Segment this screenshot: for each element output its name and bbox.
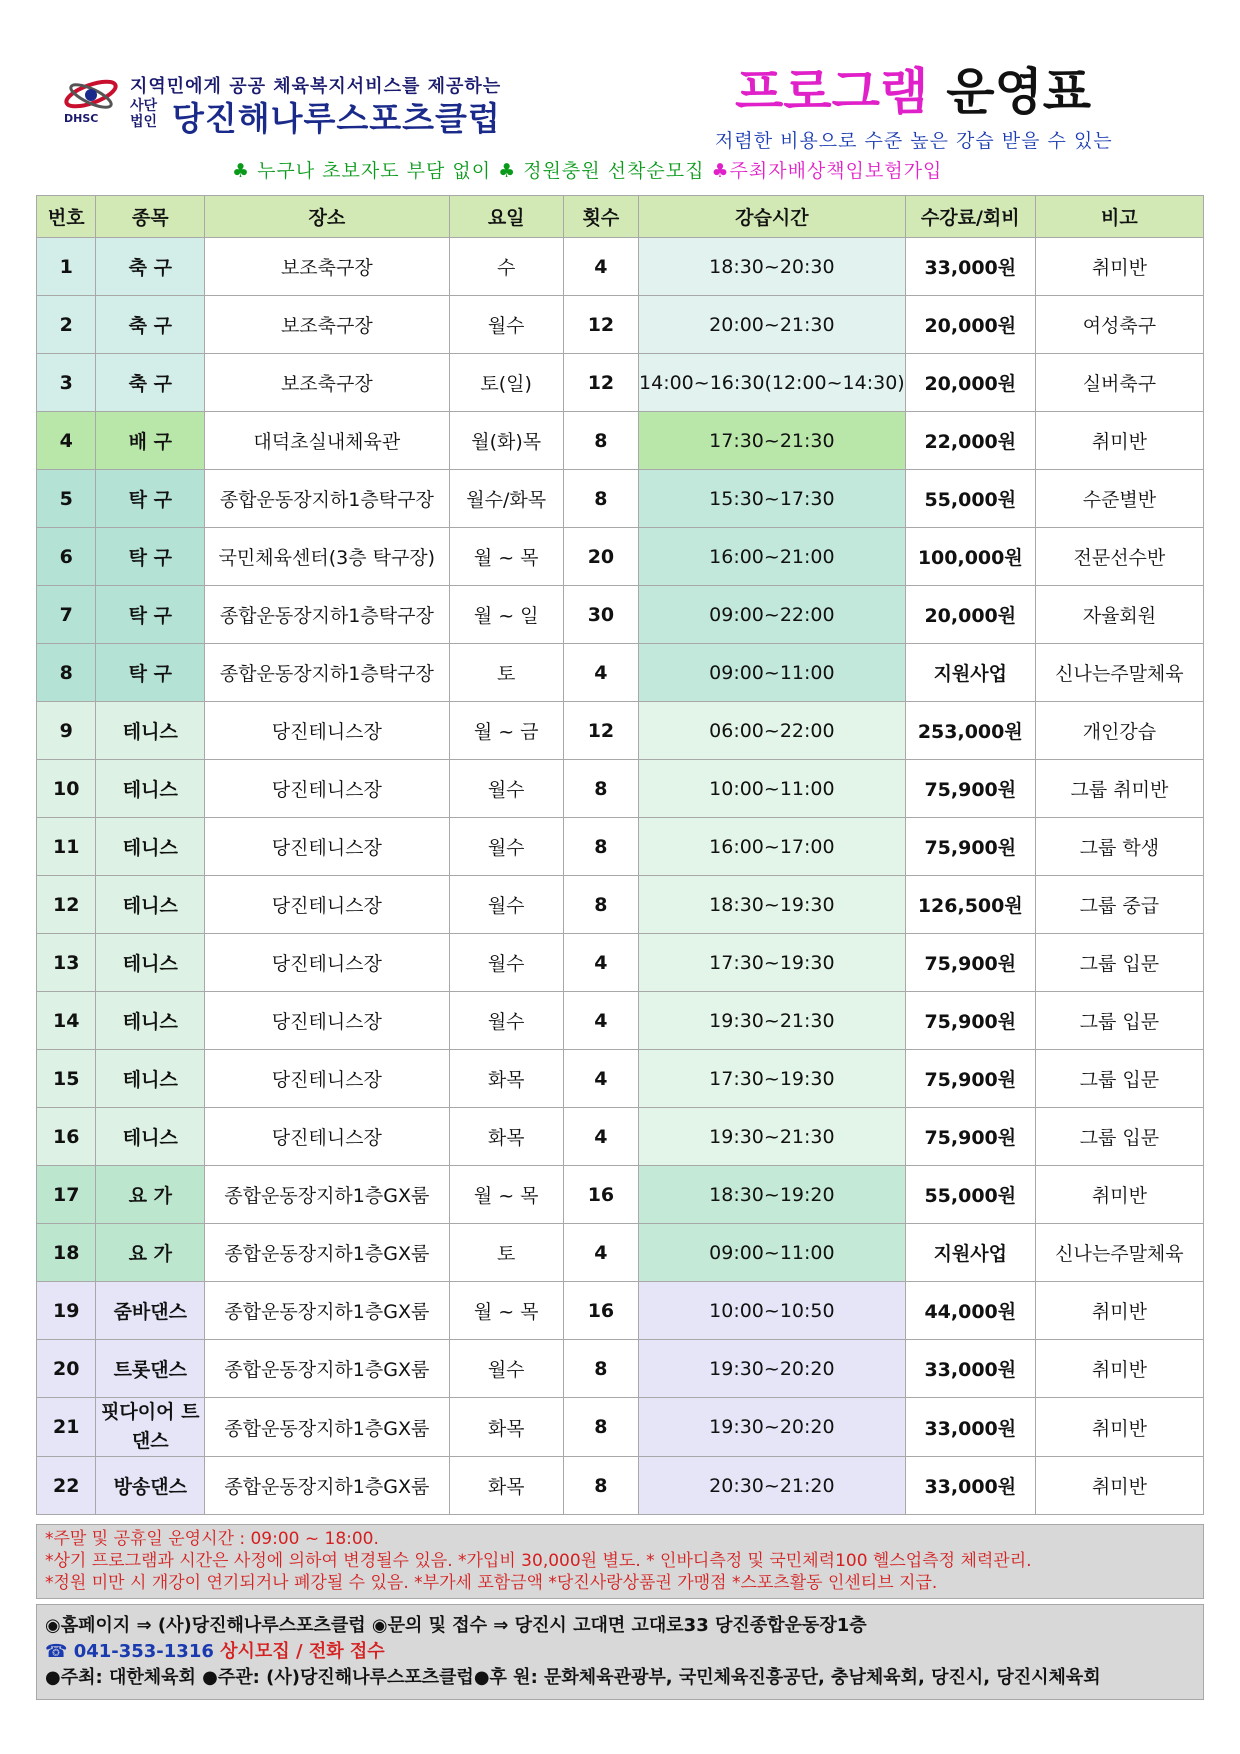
contact-sponsor-line: ●주최: 대한체육회 ●주관: (사)당진해나루스포츠클럽●후 원: 문화체육관광부, 국민체육진흥공단, 충남체육회, 당진시, 당진시체육회 — [45, 1667, 1101, 1688]
cell-fee: 44,000원 — [905, 1282, 1035, 1340]
cell-fee: 75,900원 — [905, 1050, 1035, 1108]
cell-time: 10:00~11:00 — [638, 760, 905, 818]
cell-day: 월수 — [449, 876, 563, 934]
cell-note: 그룹 입문 — [1035, 1108, 1203, 1166]
cell-note: 취미반 — [1035, 412, 1203, 470]
header-no: 번호 — [37, 196, 96, 238]
cell-time: 20:30~21:20 — [638, 1457, 905, 1515]
corporation-label-line2: 법인 — [130, 114, 158, 130]
cell-no: 20 — [37, 1340, 96, 1398]
table-row — [37, 1398, 1204, 1457]
cell-no: 15 — [37, 1050, 96, 1108]
cell-place: 당진테니스장 — [205, 702, 449, 760]
table-row — [37, 528, 1204, 586]
cell-no: 7 — [37, 586, 96, 644]
cell-no: 22 — [37, 1457, 96, 1515]
cell-count: 8 — [563, 818, 638, 876]
cell-count: 8 — [563, 412, 638, 470]
cell-note: 그룹 중급 — [1035, 876, 1203, 934]
cell-note: 그룹 학생 — [1035, 818, 1203, 876]
cell-no: 8 — [37, 644, 96, 702]
contact-homepage-line: ◉홈페이지 ⇒ (사)당진해나루스포츠클럽 ◉문의 및 접수 ⇒ 당진시 고대면 고대로33 당진종합운동장1층 — [45, 1615, 867, 1636]
table-row — [37, 644, 1204, 702]
cell-time: 09:00~11:00 — [638, 1224, 905, 1282]
page-title-part1: 프로그램 — [735, 63, 929, 121]
cell-no: 10 — [37, 760, 96, 818]
cell-place: 당진테니스장 — [205, 992, 449, 1050]
cell-fee: 지원사업 — [905, 644, 1035, 702]
header-note: 비고 — [1035, 196, 1203, 238]
cell-place: 종합운동장지하1층GX룸 — [205, 1457, 449, 1515]
page-subtitle: 저렴한 비용으로 수준 높은 강습 받을 수 있는 — [715, 130, 1113, 152]
cell-time: 17:30~19:30 — [638, 934, 905, 992]
cell-time: 06:00~22:00 — [638, 702, 905, 760]
cell-day: 월(화)목 — [449, 412, 563, 470]
cell-no: 6 — [37, 528, 96, 586]
cell-no: 4 — [37, 412, 96, 470]
cell-place: 보조축구장 — [205, 238, 449, 296]
cell-note: 취미반 — [1035, 1398, 1203, 1457]
cell-count: 4 — [563, 1108, 638, 1166]
cell-day: 월수 — [449, 818, 563, 876]
cell-fee: 33,000원 — [905, 1340, 1035, 1398]
cell-count: 4 — [563, 644, 638, 702]
cell-count: 4 — [563, 992, 638, 1050]
table-row — [37, 470, 1204, 528]
cell-sport: 테니스 — [96, 1108, 205, 1166]
cell-time: 19:30~20:20 — [638, 1398, 905, 1457]
cell-sport: 테니스 — [96, 760, 205, 818]
logo-text: DHSC — [64, 112, 99, 125]
cell-sport: 방송댄스 — [96, 1457, 205, 1515]
table-row — [37, 1224, 1204, 1282]
cell-count: 8 — [563, 1398, 638, 1457]
cell-fee: 75,900원 — [905, 760, 1035, 818]
cell-time: 15:30~17:30 — [638, 470, 905, 528]
cell-day: 화목 — [449, 1108, 563, 1166]
cell-no: 14 — [37, 992, 96, 1050]
corporation-label — [130, 98, 157, 130]
header-place: 장소 — [205, 196, 449, 238]
cell-sport: 테니스 — [96, 876, 205, 934]
cell-place: 보조축구장 — [205, 296, 449, 354]
page-title-part2: 운영표 — [946, 63, 1092, 121]
header-time: 강습시간 — [638, 196, 905, 238]
note-line: *상기 프로그램과 시간은 사정에 의하여 변경될수 있음. *가입비 30,000원 별도. * 인바디측정 및 국민체력100 헬스업측정 체력관리. — [45, 1551, 1032, 1571]
cell-fee: 75,900원 — [905, 1108, 1035, 1166]
cell-note: 자율회원 — [1035, 586, 1203, 644]
cell-sport: 배 구 — [96, 412, 205, 470]
cell-day: 월수 — [449, 1340, 563, 1398]
cell-day: 화목 — [449, 1457, 563, 1515]
cell-place: 당진테니스장 — [205, 1050, 449, 1108]
cell-day: 월 ~ 목 — [449, 1282, 563, 1340]
cell-time: 17:30~19:30 — [638, 1050, 905, 1108]
contact-phone: ☎ 041-353-1316 — [45, 1641, 214, 1662]
cell-day: 화목 — [449, 1050, 563, 1108]
cell-time: 18:30~19:20 — [638, 1166, 905, 1224]
cell-fee: 지원사업 — [905, 1224, 1035, 1282]
cell-no: 1 — [37, 238, 96, 296]
cell-place: 대덕초실내체육관 — [205, 412, 449, 470]
table-header-row — [37, 196, 1204, 238]
cell-time: 19:30~21:30 — [638, 992, 905, 1050]
cell-fee: 55,000원 — [905, 470, 1035, 528]
cell-time: 19:30~20:20 — [638, 1340, 905, 1398]
cell-fee: 33,000원 — [905, 1398, 1035, 1457]
table-row — [37, 702, 1204, 760]
cell-fee: 253,000원 — [905, 702, 1035, 760]
table-row — [37, 586, 1204, 644]
cell-day: 월 ~ 목 — [449, 1166, 563, 1224]
cell-day: 월수 — [449, 296, 563, 354]
cell-place: 종합운동장지하1층GX룸 — [205, 1224, 449, 1282]
cell-sport: 축 구 — [96, 354, 205, 412]
cell-sport: 테니스 — [96, 702, 205, 760]
header-sport: 종목 — [96, 196, 205, 238]
cell-sport: 핏다이어 트댄스 — [96, 1398, 205, 1457]
cell-place: 당진테니스장 — [205, 1108, 449, 1166]
cell-sport: 트롯댄스 — [96, 1340, 205, 1398]
table-row — [37, 412, 1204, 470]
cell-fee: 75,900원 — [905, 934, 1035, 992]
cell-sport: 테니스 — [96, 818, 205, 876]
cell-count: 12 — [563, 702, 638, 760]
cell-count: 8 — [563, 760, 638, 818]
note-line: *정원 미만 시 개강이 연기되거나 폐강될 수 있음. *부가세 포함금액 *당진사랑상품권 가맹점 *스포츠활동 인센티브 지급. — [45, 1573, 938, 1593]
cell-day: 월 ~ 목 — [449, 528, 563, 586]
cell-day: 월수 — [449, 992, 563, 1050]
table-row — [37, 1282, 1204, 1340]
cell-day: 월수 — [449, 760, 563, 818]
cell-sport: 탁 구 — [96, 470, 205, 528]
tagline-pink: ♣주최자배상책임보험가입 — [711, 160, 943, 182]
cell-sport: 테니스 — [96, 992, 205, 1050]
cell-fee: 55,000원 — [905, 1166, 1035, 1224]
cell-count: 16 — [563, 1166, 638, 1224]
cell-day: 토 — [449, 644, 563, 702]
cell-note: 신나는주말체육 — [1035, 644, 1203, 702]
cell-sport: 탁 구 — [96, 528, 205, 586]
cell-sport: 요 가 — [96, 1224, 205, 1282]
program-schedule-table — [36, 195, 1204, 1515]
table-row — [37, 1108, 1204, 1166]
cell-sport: 탁 구 — [96, 644, 205, 702]
tagline — [232, 156, 942, 183]
cell-fee: 20,000원 — [905, 354, 1035, 412]
cell-no: 18 — [37, 1224, 96, 1282]
table-row — [37, 238, 1204, 296]
tagline-green: ♣ 누구나 초보자도 부담 없이 ♣ 정원충원 선착순모집 — [232, 160, 705, 182]
contact-recruit: 상시모집 / 전화 접수 — [220, 1641, 385, 1662]
cell-place: 종합운동장지하1층GX룸 — [205, 1340, 449, 1398]
cell-count: 8 — [563, 876, 638, 934]
header-day: 요일 — [449, 196, 563, 238]
cell-no: 3 — [37, 354, 96, 412]
header-count: 횟수 — [563, 196, 638, 238]
cell-time: 19:30~21:30 — [638, 1108, 905, 1166]
cell-sport: 테니스 — [96, 934, 205, 992]
cell-sport: 축 구 — [96, 238, 205, 296]
cell-place: 종합운동장지하1층탁구장 — [205, 644, 449, 702]
cell-place: 종합운동장지하1층탁구장 — [205, 586, 449, 644]
cell-time: 18:30~19:30 — [638, 876, 905, 934]
cell-count: 4 — [563, 934, 638, 992]
cell-note: 취미반 — [1035, 238, 1203, 296]
contact-box — [36, 1604, 1204, 1700]
cell-note: 실버축구 — [1035, 354, 1203, 412]
page-header — [0, 0, 1240, 195]
cell-time: 09:00~11:00 — [638, 644, 905, 702]
cell-time: 09:00~22:00 — [638, 586, 905, 644]
cell-place: 당진테니스장 — [205, 934, 449, 992]
cell-day: 월 ~ 일 — [449, 586, 563, 644]
cell-day: 토 — [449, 1224, 563, 1282]
cell-no: 21 — [37, 1398, 96, 1457]
notes-box — [36, 1524, 1204, 1599]
table-row — [37, 354, 1204, 412]
cell-note: 수준별반 — [1035, 470, 1203, 528]
cell-no: 5 — [37, 470, 96, 528]
cell-note: 그룹 입문 — [1035, 1050, 1203, 1108]
cell-note: 취미반 — [1035, 1166, 1203, 1224]
cell-count: 4 — [563, 1224, 638, 1282]
cell-note: 여성축구 — [1035, 296, 1203, 354]
cell-count: 12 — [563, 354, 638, 412]
table-row — [37, 1050, 1204, 1108]
table-row — [37, 1457, 1204, 1515]
table-row — [37, 1340, 1204, 1398]
cell-count: 16 — [563, 1282, 638, 1340]
cell-time: 16:00~17:00 — [638, 818, 905, 876]
cell-count: 30 — [563, 586, 638, 644]
note-line: *주말 및 공휴일 운영시간 : 09:00 ~ 18:00. — [45, 1529, 379, 1549]
cell-count: 12 — [563, 296, 638, 354]
cell-time: 16:00~21:00 — [638, 528, 905, 586]
cell-time: 18:30~20:30 — [638, 238, 905, 296]
cell-day: 토(일) — [449, 354, 563, 412]
cell-place: 종합운동장지하1층GX룸 — [205, 1166, 449, 1224]
cell-count: 4 — [563, 1050, 638, 1108]
cell-note: 취미반 — [1035, 1340, 1203, 1398]
contact-phone-line — [45, 1639, 1195, 1665]
cell-no: 13 — [37, 934, 96, 992]
table-row — [37, 1166, 1204, 1224]
cell-note: 그룹 취미반 — [1035, 760, 1203, 818]
table-row — [37, 934, 1204, 992]
cell-place: 종합운동장지하1층탁구장 — [205, 470, 449, 528]
corporation-label-line1: 사단 — [130, 98, 158, 114]
header-fee: 수강료/회비 — [905, 196, 1035, 238]
cell-count: 4 — [563, 238, 638, 296]
cell-fee: 100,000원 — [905, 528, 1035, 586]
cell-fee: 20,000원 — [905, 296, 1035, 354]
cell-note: 그룹 입문 — [1035, 934, 1203, 992]
cell-no: 11 — [37, 818, 96, 876]
cell-time: 14:00~16:30(12:00~14:30) — [638, 354, 905, 412]
table-row — [37, 876, 1204, 934]
cell-fee: 20,000원 — [905, 586, 1035, 644]
cell-count: 8 — [563, 1340, 638, 1398]
cell-fee: 22,000원 — [905, 412, 1035, 470]
cell-count: 20 — [563, 528, 638, 586]
cell-place: 보조축구장 — [205, 354, 449, 412]
cell-note: 개인강습 — [1035, 702, 1203, 760]
cell-sport: 요 가 — [96, 1166, 205, 1224]
cell-time: 20:00~21:30 — [638, 296, 905, 354]
cell-sport: 줌바댄스 — [96, 1282, 205, 1340]
cell-place: 종합운동장지하1층GX룸 — [205, 1282, 449, 1340]
cell-no: 19 — [37, 1282, 96, 1340]
cell-sport: 테니스 — [96, 1050, 205, 1108]
cell-fee: 75,900원 — [905, 818, 1035, 876]
table-row — [37, 992, 1204, 1050]
cell-note: 그룹 입문 — [1035, 992, 1203, 1050]
cell-note: 취미반 — [1035, 1457, 1203, 1515]
cell-time: 17:30~21:30 — [638, 412, 905, 470]
cell-no: 17 — [37, 1166, 96, 1224]
cell-place: 종합운동장지하1층GX룸 — [205, 1398, 449, 1457]
club-slogan: 지역민에게 공공 체육복지서비스를 제공하는 — [130, 76, 502, 97]
cell-day: 월수 — [449, 934, 563, 992]
cell-day: 월수/화목 — [449, 470, 563, 528]
cell-fee: 33,000원 — [905, 1457, 1035, 1515]
cell-time: 10:00~10:50 — [638, 1282, 905, 1340]
table-row — [37, 296, 1204, 354]
table-row — [37, 760, 1204, 818]
cell-day: 수 — [449, 238, 563, 296]
cell-place: 당진테니스장 — [205, 760, 449, 818]
cell-place: 국민체육센터(3층 탁구장) — [205, 528, 449, 586]
cell-no: 2 — [37, 296, 96, 354]
cell-count: 8 — [563, 470, 638, 528]
cell-no: 12 — [37, 876, 96, 934]
cell-count: 8 — [563, 1457, 638, 1515]
cell-fee: 75,900원 — [905, 992, 1035, 1050]
page-title — [735, 52, 1091, 124]
cell-place: 당진테니스장 — [205, 818, 449, 876]
cell-sport: 탁 구 — [96, 586, 205, 644]
cell-note: 전문선수반 — [1035, 528, 1203, 586]
cell-fee: 33,000원 — [905, 238, 1035, 296]
cell-no: 9 — [37, 702, 96, 760]
cell-fee: 126,500원 — [905, 876, 1035, 934]
cell-day: 화목 — [449, 1398, 563, 1457]
table-row — [37, 818, 1204, 876]
cell-sport: 축 구 — [96, 296, 205, 354]
cell-no: 16 — [37, 1108, 96, 1166]
cell-day: 월 ~ 금 — [449, 702, 563, 760]
club-name: 당진해나루스포츠클럽 — [172, 99, 501, 138]
cell-place: 당진테니스장 — [205, 876, 449, 934]
cell-note: 취미반 — [1035, 1282, 1203, 1340]
cell-note: 신나는주말체육 — [1035, 1224, 1203, 1282]
